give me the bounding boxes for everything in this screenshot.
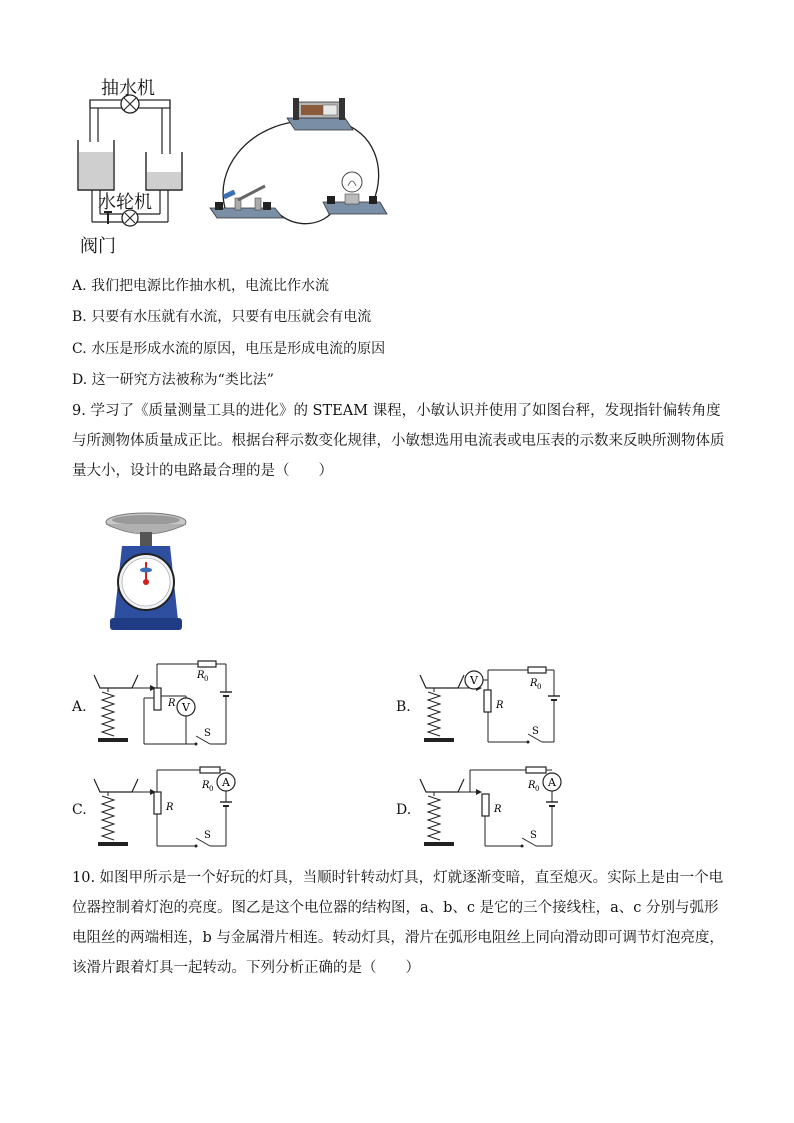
- meter-symbol: A: [548, 776, 556, 789]
- meter-symbol: V: [470, 674, 478, 687]
- svg-text:S: S: [530, 830, 537, 841]
- circuit-option-b: [418, 660, 573, 748]
- svg-text:R: R: [166, 802, 174, 813]
- circuit-option-a: [92, 660, 247, 748]
- turbine-label: 水轮机: [98, 192, 152, 213]
- pump-label: 抽水机: [101, 78, 155, 99]
- q9-option-b-letter: B.: [396, 699, 411, 715]
- battery-holder: [287, 98, 353, 130]
- svg-text:R: R: [197, 670, 205, 681]
- knife-switch: [210, 186, 283, 218]
- svg-text:R: R: [530, 678, 538, 689]
- q9-option-c-letter: C.: [72, 802, 87, 818]
- q10-stem: 10. 如图甲所示是一个好玩的灯具，当顺时针转动灯具，灯就逐渐变暗，直至熄灭。实际上是由一个电位器控制着灯泡的亮度。图乙是这个电位器的结构图，a、b、c 是它的三个接线柱，a、c 分别与弧形电阻丝的两端相连，b 与金属滑片相连。转动灯具，滑片在弧形电阻丝上同向滑动即可调节灯泡亮度，该滑片跟着灯具一起转动。下列分析正确的是（ ）: [72, 870, 724, 976]
- q8-option-c: C. 水压是形成水流的原因，电压是形成电流的原因: [72, 341, 386, 357]
- svg-text:R: R: [168, 698, 176, 709]
- svg-text:R: R: [528, 780, 536, 791]
- q9-stem: 9. 学习了《质量测量工具的进化》的 STEAM 课程，小敏认识并使用了如图台秤，发现指针偏转角度与所测物体质量成正比。根据台秤示数变化规律，小敏想选用电流表或电压表的示数来反映所测物体质量大小，设计的电路最合理的是（ ）: [72, 403, 725, 479]
- valve-label: 阀门: [80, 236, 116, 257]
- real-circuit-photo: [205, 90, 395, 230]
- q9-option-d-letter: D.: [396, 802, 412, 818]
- svg-text:0: 0: [535, 785, 540, 793]
- q8-option-b: B. 只要有水压就有水流，只要有电压就会有电流: [72, 309, 372, 325]
- q9-option-a-letter: A.: [72, 699, 87, 715]
- circuit-option-d: [418, 764, 573, 852]
- bulb-holder: [323, 172, 387, 214]
- svg-text:S: S: [204, 728, 211, 739]
- meter-symbol: V: [182, 701, 190, 714]
- svg-text:R: R: [496, 700, 504, 711]
- svg-text:0: 0: [537, 683, 542, 691]
- svg-text:R: R: [202, 780, 210, 791]
- meter-symbol: A: [222, 776, 230, 789]
- q8-option-d: D. 这一研究方法被称为“类比法”: [72, 372, 274, 388]
- circuit-option-c: [92, 764, 247, 852]
- q8-option-a: A. 我们把电源比作抽水机，电流比作水流: [72, 278, 330, 294]
- svg-text:0: 0: [209, 785, 214, 793]
- svg-text:S: S: [532, 726, 539, 737]
- platform-scale-image: [100, 510, 195, 635]
- svg-text:0: 0: [204, 675, 209, 683]
- svg-text:R: R: [494, 804, 502, 815]
- svg-text:S: S: [204, 830, 211, 841]
